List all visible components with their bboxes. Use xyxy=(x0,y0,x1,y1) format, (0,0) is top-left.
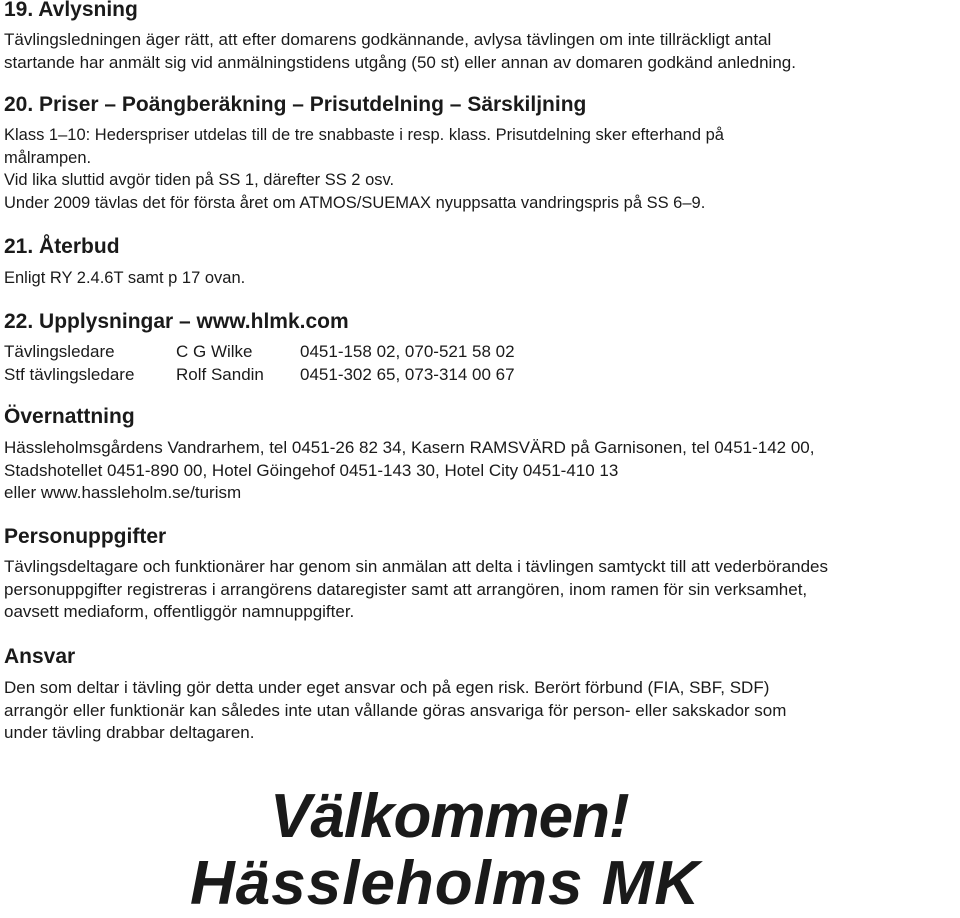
club-name: Hässleholms MK xyxy=(190,849,701,918)
contact-phone: 0451-302 65, 073-314 00 67 xyxy=(300,364,515,384)
ansvar-section xyxy=(4,645,954,669)
contact-name: C G Wilke xyxy=(176,342,253,361)
section-21 xyxy=(4,235,954,259)
section-20-line-3: Vid lika sluttid avgör tiden på SS 1, därefter SS 2 osv. xyxy=(4,171,395,189)
contact-role: Stf tävlingsledare xyxy=(4,364,135,384)
contact-table xyxy=(4,341,954,386)
personuppgifter-line-2: personuppgifter registreras i arrangörens dataregister samt att arrangören, inom ramen för sin verksamhet, xyxy=(4,579,808,599)
ansvar-body xyxy=(4,677,954,745)
ansvar-line-1: Den som deltar i tävling gör detta under eget ansvar och på egen risk. Berört förbund (FIA, SBF, SDF) xyxy=(4,678,770,697)
contact-name: Rolf Sandin xyxy=(176,364,264,384)
personuppgifter-line-3: oavsett mediaform, offentliggör namnuppgifter. xyxy=(4,602,355,621)
section-19-line-1: Tävlingsledningen äger rätt, att efter domarens godkännande, avlysa tävlingen om inte tillräckligt antal xyxy=(4,30,772,49)
overnattning-body xyxy=(4,437,954,505)
overnattning-line-2: Stadshotellet 0451-890 00, Hotel Göingehof 0451-143 30, Hotel City 0451-410 13 xyxy=(4,460,619,480)
section-20 xyxy=(4,93,954,117)
personuppgifter-section xyxy=(4,525,954,549)
contact-phone: 0451-158 02, 070-521 58 02 xyxy=(300,342,515,361)
overnattning-section xyxy=(4,405,954,429)
contact-role: Tävlingsledare xyxy=(4,342,115,361)
section-19-body xyxy=(4,29,954,74)
overnattning-heading: Övernattning xyxy=(4,405,135,428)
ansvar-heading: Ansvar xyxy=(4,645,76,668)
section-21-body xyxy=(4,267,954,290)
ansvar-line-3: under tävling drabbar deltagaren. xyxy=(4,723,255,742)
section-20-line-1: Klass 1–10: Hederspriser utdelas till de tre snabbaste i resp. klass. Prisutdelning sker efterhand på xyxy=(4,126,724,144)
section-21-line: Enligt RY 2.4.6T samt p 17 ovan. xyxy=(4,269,246,287)
section-20-line-4: Under 2009 tävlas det för första året om ATMOS/SUEMAX nyuppsatta vandringspris på SS 6–9. xyxy=(4,193,706,212)
section-20-line-2: målrampen. xyxy=(4,148,92,167)
personuppgifter-line-1: Tävlingsdeltagare och funktionärer har genom sin anmälan att delta i tävlingen samtyckt till att vederbörandes xyxy=(4,557,829,576)
personuppgifter-heading: Personuppgifter xyxy=(4,525,167,548)
overnattning-line-1: Hässleholmsgårdens Vandrarhem, tel 0451-26 82 34, Kasern RAMSVÄRD på Garnisonen, tel 0451-142 00, xyxy=(4,438,815,457)
section-19-heading: 19. Avlysning xyxy=(4,0,138,21)
welcome-text: Välkommen! xyxy=(270,782,629,851)
overnattning-line-3: eller www.hassleholm.se/turism xyxy=(4,483,242,502)
section-19-line-2: startande har anmält sig vid anmälningstidens utgång (50 st) eller annan av domaren godkänd anledning. xyxy=(4,52,796,72)
personuppgifter-body xyxy=(4,556,960,624)
contact-row xyxy=(4,341,954,364)
section-19 xyxy=(4,0,138,22)
ansvar-line-2: arrangör eller funktionär kan således inte utan vållande göras ansvariga för person- eller sakskador som xyxy=(4,700,787,720)
contact-row xyxy=(4,364,954,387)
section-21-heading: 21. Återbud xyxy=(4,235,120,258)
section-22 xyxy=(4,310,954,334)
section-22-heading: 22. Upplysningar – www.hlmk.com xyxy=(4,310,349,333)
section-20-heading: 20. Priser – Poängberäkning – Prisutdelning – Särskiljning xyxy=(4,93,587,116)
section-20-body xyxy=(4,124,954,214)
